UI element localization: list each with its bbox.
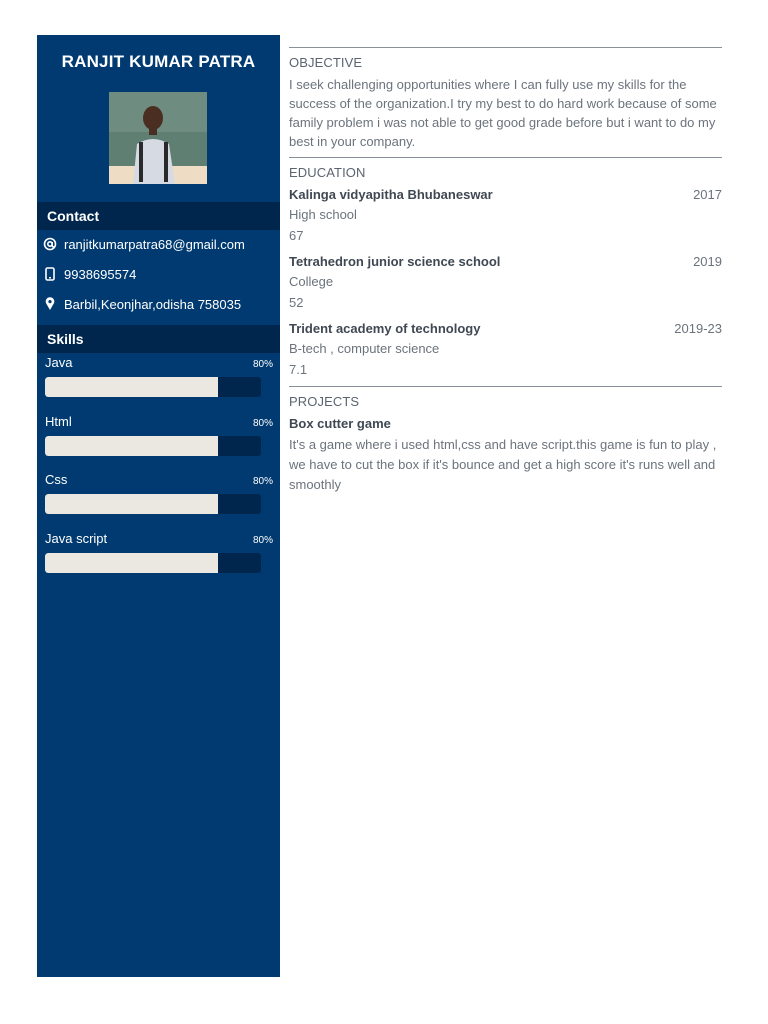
education-item xyxy=(289,319,722,380)
education-year: 2019 xyxy=(693,254,722,269)
project-title: Box cutter game xyxy=(289,416,391,431)
divider xyxy=(289,157,722,158)
skill-bar-track xyxy=(45,494,261,514)
education-item xyxy=(289,185,722,246)
skill-java xyxy=(45,355,273,397)
education-score: 7.1 xyxy=(289,362,308,377)
education-school: Tetrahedron junior science school xyxy=(289,254,501,269)
skill-javascript xyxy=(45,531,273,573)
profile-photo xyxy=(109,92,207,184)
skill-bar-fill xyxy=(45,553,218,573)
skills-heading: Skills xyxy=(37,325,280,353)
skill-label: Java xyxy=(45,355,73,370)
skill-label: Java script xyxy=(45,531,108,546)
education-level: College xyxy=(289,274,334,289)
sidebar xyxy=(37,35,280,977)
objective-text: I seek challenging opportunities where I can fully use my skills for the success of the organization.I try my best to do hard work because of some family problem i was not able to get good grade before but i want to do my best in your company. xyxy=(289,77,717,149)
contact-address-text: Barbil,Keonjhar,odisha 758035 xyxy=(64,296,242,312)
education-score: 52 xyxy=(289,295,304,310)
skill-html xyxy=(45,414,273,456)
skill-percent: 80% xyxy=(252,418,273,429)
skill-bar-track xyxy=(45,436,261,456)
education-year: 2017 xyxy=(693,187,722,202)
education-heading: EDUCATION xyxy=(289,165,366,180)
divider xyxy=(289,47,722,48)
contact-heading: Contact xyxy=(37,202,280,230)
education-school: Trident academy of technology xyxy=(289,321,481,336)
location-pin-icon xyxy=(43,296,57,312)
skill-percent: 80% xyxy=(252,359,273,370)
skill-css xyxy=(45,472,273,514)
education-school: Kalinga vidyapitha Bhubaneswar xyxy=(289,187,493,202)
at-icon xyxy=(43,236,57,252)
skill-label: Html xyxy=(45,414,72,429)
skill-label: Css xyxy=(45,472,68,487)
divider xyxy=(289,386,722,387)
contact-phone-text: 9938695574 xyxy=(64,266,137,282)
education-level: High school xyxy=(289,207,357,222)
education-level: B-tech , computer science xyxy=(289,341,440,356)
skill-bar-track xyxy=(45,377,261,397)
education-year: 2019-23 xyxy=(674,321,722,336)
phone-icon xyxy=(43,266,57,282)
education-score: 67 xyxy=(289,228,304,243)
project-description: It's a game where i used html,css and have script.this game is fun to play , we have to cut the box if it's bounce and get a high score it's runs well and smoothly xyxy=(289,437,717,492)
objective-heading: OBJECTIVE xyxy=(289,55,363,70)
skill-bar-fill xyxy=(45,377,218,397)
main-content xyxy=(289,47,722,501)
projects-heading: PROJECTS xyxy=(289,394,360,409)
contact-phone[interactable] xyxy=(43,264,136,284)
profile-name: RANJIT KUMAR PATRA xyxy=(61,52,256,71)
skill-bar-fill xyxy=(45,494,218,514)
skill-bar-fill xyxy=(45,436,218,456)
skill-bar-track xyxy=(45,553,261,573)
education-item xyxy=(289,252,722,313)
contact-email-text: ranjitkumarpatra68@gmail.com xyxy=(64,236,245,252)
contact-email[interactable] xyxy=(43,234,245,254)
skill-percent: 80% xyxy=(252,535,273,546)
contact-address xyxy=(43,294,241,314)
skill-percent: 80% xyxy=(252,476,273,487)
